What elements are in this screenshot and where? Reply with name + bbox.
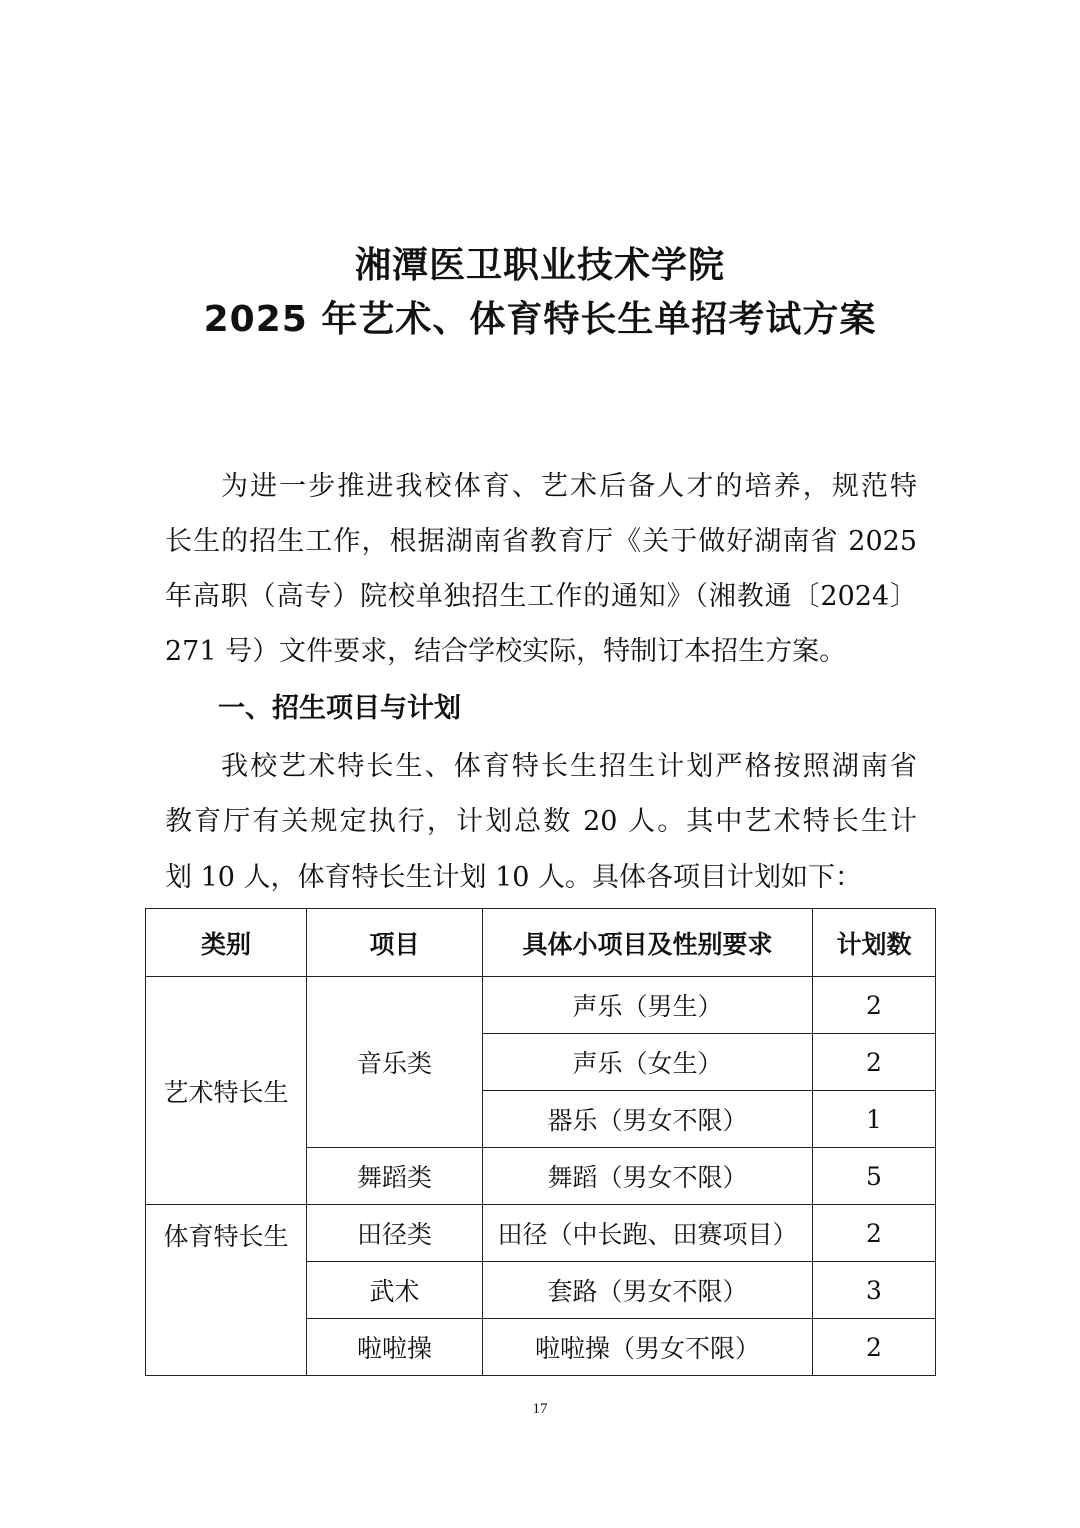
count-cell: 2 bbox=[813, 1319, 936, 1376]
detail-cell: 套路（男女不限） bbox=[483, 1262, 813, 1319]
count-cell: 2 bbox=[813, 1205, 936, 1262]
project-cell: 音乐类 bbox=[307, 977, 483, 1148]
detail-cell: 器乐（男女不限） bbox=[483, 1091, 813, 1148]
intro-line: 年高职（高专）院校单独招生工作的通知》（湘教通〔2024〕 bbox=[165, 581, 917, 612]
project-cell: 田径类 bbox=[307, 1205, 483, 1262]
table-row bbox=[146, 1205, 936, 1262]
intro-line: 271 号）文件要求，结合学校实际，特制订本招生方案。 bbox=[165, 636, 847, 667]
project-cell: 啦啦操 bbox=[307, 1319, 483, 1376]
intro-line: 长生的招生工作，根据湖南省教育厅《关于做好湖南省 2025 bbox=[165, 526, 917, 557]
project-cell: 武术 bbox=[307, 1262, 483, 1319]
intro-line: 为进一步推进我校体育、艺术后备人才的培养，规范特 bbox=[221, 471, 917, 502]
header-project: 项目 bbox=[307, 909, 483, 977]
detail-cell: 舞蹈（男女不限） bbox=[483, 1148, 813, 1205]
detail-cell: 声乐（女生） bbox=[483, 1034, 813, 1091]
category-cell: 艺术特长生 bbox=[146, 977, 307, 1205]
header-count: 计划数 bbox=[813, 909, 936, 977]
detail-cell: 田径（中长跑、田赛项目） bbox=[483, 1205, 813, 1262]
section-line: 我校艺术特长生、体育特长生招生计划严格按照湖南省 bbox=[221, 751, 917, 782]
header-category: 类别 bbox=[146, 909, 307, 977]
document-subtitle: 2025 年艺术、体育特长生单招考试方案 bbox=[203, 299, 877, 340]
detail-cell: 声乐（男生） bbox=[483, 977, 813, 1034]
count-cell: 2 bbox=[813, 1034, 936, 1091]
page-number: 17 bbox=[532, 1401, 548, 1417]
table-header-row bbox=[146, 909, 936, 977]
section-line: 划 10 人，体育特长生计划 10 人。具体各项目计划如下： bbox=[165, 862, 863, 893]
header-detail: 具体小项目及性别要求 bbox=[483, 909, 813, 977]
count-cell: 2 bbox=[813, 977, 936, 1034]
count-cell: 5 bbox=[813, 1148, 936, 1205]
plan-table bbox=[145, 908, 936, 1376]
detail-cell: 啦啦操（男女不限） bbox=[483, 1319, 813, 1376]
count-cell: 3 bbox=[813, 1262, 936, 1319]
section-line: 教育厅有关规定执行，计划总数 20 人。其中艺术特长生计 bbox=[165, 806, 917, 837]
document-title: 湘潭医卫职业技术学院 bbox=[354, 245, 725, 286]
count-cell: 1 bbox=[813, 1091, 936, 1148]
table-row bbox=[146, 977, 936, 1034]
category-cell: 体育特长生 bbox=[146, 1205, 307, 1376]
project-cell: 舞蹈类 bbox=[307, 1148, 483, 1205]
section-heading: 一、招生项目与计划 bbox=[218, 693, 461, 724]
